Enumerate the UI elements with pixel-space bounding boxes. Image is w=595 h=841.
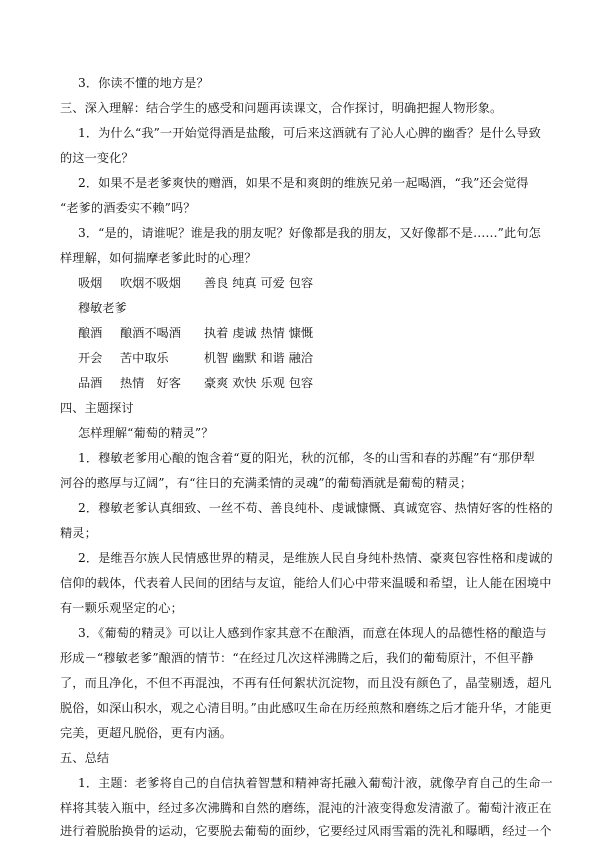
- paragraph-line: 精灵；: [60, 526, 97, 540]
- table-cell: 酿酒不喝酒: [120, 326, 181, 340]
- table-cell: 善良 纯真 可爱 包容: [204, 276, 314, 290]
- paragraph-line: 2．是维吾尔族人民情感世界的精灵，是维族人民自身纯朴热情、豪爽包容性格和虔诚的: [78, 551, 553, 565]
- paragraph-line: 1．为什么“我”一开始觉得酒是盐酸，可后来这酒就有了沁人心脾的幽香？是什么导致: [78, 126, 541, 140]
- table-title: 穆敏老爹: [78, 301, 127, 315]
- section-heading-5: 五、总结: [60, 751, 110, 765]
- table-cell: 酿酒: [78, 326, 103, 340]
- paragraph-line: 进行着脱胎换骨的运动，它要脱去葡萄的面纱，它要经过风雨雪霜的洗礼和曝晒，经过一个: [60, 824, 552, 838]
- paragraph-line: “老爹的酒委实不赖”吗？: [60, 201, 196, 215]
- paragraph-line: 怎样理解“葡萄的精灵”？: [78, 426, 214, 440]
- table-cell: 吸烟: [78, 276, 103, 290]
- table-cell: 热情 好客: [120, 376, 181, 390]
- table-cell: 苦中取乐: [120, 351, 169, 365]
- paragraph-line: 的这一变化？: [60, 151, 134, 165]
- paragraph-line: 1．主题：老爹将自己的自信执着智慧和精神寄托融入葡萄汁液，就像孕育自己的生命一: [78, 776, 553, 790]
- paragraph-line: 河谷的憨厚与辽阔”，有“往日的充满柔情的灵魂”的葡萄酒就是葡萄的精灵；: [60, 476, 473, 490]
- paragraph-line: 3．“是的，请谁呢？谁是我的朋友呢？好像都是我的朋友，又好像都不是……”此句怎: [78, 226, 541, 240]
- paragraph-line: 2．穆敏老爹认真细致、一丝不苟、善良纯朴、虔诚慷慨、真诚宽容、热情好客的性格的: [78, 501, 553, 515]
- paragraph-line: 有一颗乐观坚定的心；: [60, 601, 183, 615]
- table-cell: 吹烟不吸烟: [120, 276, 181, 290]
- paragraph-line: 信仰的载体，代表着人民间的团结与友谊，能给人们心中带来温暖和希望，让人能在困境中: [60, 576, 552, 590]
- paragraph-line: 样理解，如何揣摩老爹此时的心理？: [60, 251, 257, 265]
- table-cell: 品酒: [78, 376, 103, 390]
- table-cell: 机智 幽默 和谐 融洽: [204, 351, 314, 365]
- question-3: 3．你读不懂的地方是？: [78, 76, 209, 90]
- paragraph-line: 1．穆敏老爹用心酿的饱含着“夏的阳光，秋的沉郁，冬的山雪和春的苏醒”有“那伊犁: [78, 451, 535, 465]
- paragraph-line: 完美，更超凡脱俗，更有内涵。: [60, 726, 233, 740]
- paragraph-line: 样将其装入瓶中，经过多次沸腾和自然的磨练，混沌的汁液变得愈发清澈了。葡萄汁液正在: [60, 801, 552, 815]
- paragraph-line: 3．《葡萄的精灵》可以让人感到作家其意不在酿酒，而意在体现人的品德性格的酿造与: [78, 626, 547, 640]
- section-heading-4: 四、主题探讨: [60, 401, 134, 415]
- paragraph-line: 了，而且净化，不但不再混浊，不再有任何絮状沉淀物，而且没有颜色了，晶莹剔透，超凡: [60, 676, 552, 690]
- paragraph-line: 2．如果不是老爹爽快的赠酒，如果不是和爽朗的维族兄弟一起喝酒，“我”还会觉得: [78, 176, 529, 190]
- table-cell: 豪爽 欢快 乐观 包容: [204, 376, 314, 390]
- table-cell: 开会: [78, 351, 103, 365]
- table-cell: 执着 虔诚 热情 慷慨: [204, 326, 314, 340]
- paragraph-line: 脱俗，如深山积水，观之心清目明。”由此感叹生命在历经煎熬和磨练之后才能升华，才能更: [60, 701, 552, 715]
- section-heading-3: 三、深入理解：结合学生的感受和问题再读课文，合作探讨，明确把握人物形象。: [60, 101, 503, 115]
- paragraph-line: 形成－“穆敏老爹”酿酒的情节：“在经过几次这样沸腾之后，我们的葡萄原汁，不但平静: [60, 651, 534, 665]
